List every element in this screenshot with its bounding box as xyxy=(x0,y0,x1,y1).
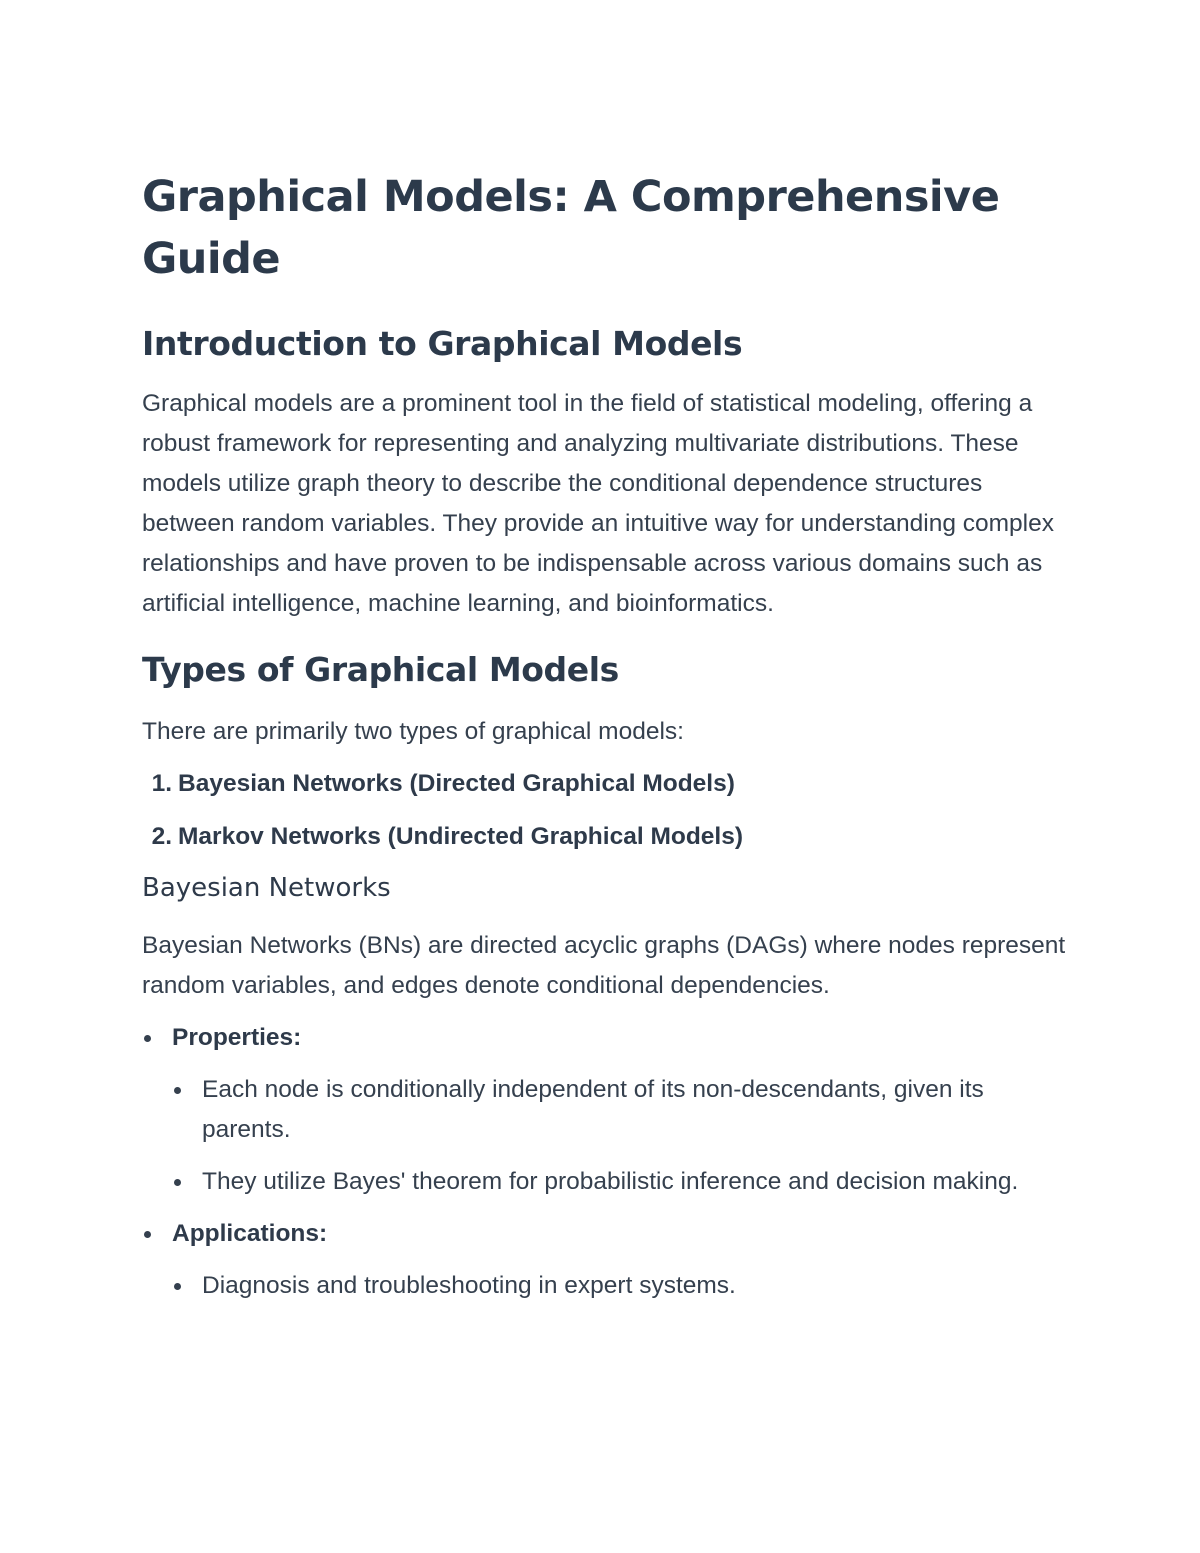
bayesian-paragraph: Bayesian Networks (BNs) are directed acyclic graphs (DAGs) where nodes represent random variables, and edges denote conditional dependencies. xyxy=(142,932,1066,999)
application-text: Diagnosis and troubleshooting in expert systems. xyxy=(202,1272,736,1299)
document-page xyxy=(142,166,1072,1318)
bullet-icon xyxy=(174,1179,181,1186)
bayesian-heading: Bayesian Networks xyxy=(142,873,391,903)
list-number: 1. xyxy=(151,770,172,797)
title-block xyxy=(142,166,1072,290)
properties-label: Properties: xyxy=(172,1024,302,1051)
bullet-icon xyxy=(144,1035,151,1042)
list-number: 2. xyxy=(151,823,172,850)
list-item-text: Bayesian Networks (Directed Graphical Models) xyxy=(178,770,735,797)
list-item xyxy=(142,1018,1072,1202)
intro-heading: Introduction to Graphical Models xyxy=(142,324,743,363)
document-title: Graphical Models: A Comprehensive Guide xyxy=(142,172,1000,284)
bullet-icon xyxy=(174,1087,181,1094)
list-item xyxy=(142,817,1072,857)
list-item xyxy=(142,764,1072,804)
list-item-text: Markov Networks (Undirected Graphical Models) xyxy=(178,823,743,850)
property-text: They utilize Bayes' theorem for probabilistic inference and decision making. xyxy=(202,1168,1019,1195)
applications-label: Applications: xyxy=(172,1220,328,1247)
list-item xyxy=(172,1162,1072,1202)
list-item xyxy=(142,1214,1072,1306)
property-text: Each node is conditionally independent of its non-descendants, given its parents. xyxy=(202,1076,984,1143)
bullet-icon xyxy=(144,1231,151,1238)
applications-list xyxy=(172,1266,1072,1306)
bayesian-bullet-list xyxy=(142,1018,1072,1306)
list-item xyxy=(172,1266,1072,1306)
properties-list xyxy=(172,1070,1072,1202)
types-intro: There are primarily two types of graphical models: xyxy=(142,718,684,745)
bullet-icon xyxy=(174,1283,181,1290)
list-item xyxy=(172,1070,1072,1150)
intro-paragraph: Graphical models are a prominent tool in the field of statistical modeling, offering a robust framework for representing and analyzing multivariate distributions. These models utilize graph theory to describe the conditional dependence structures between random variables. They provide an intuitive way for understanding complex relationships and have proven to be indispensable across various domains such as artificial intelligence, machine learning, and bioinformatics. xyxy=(142,390,1055,617)
types-heading: Types of Graphical Models xyxy=(142,650,619,689)
types-list xyxy=(142,764,1072,857)
